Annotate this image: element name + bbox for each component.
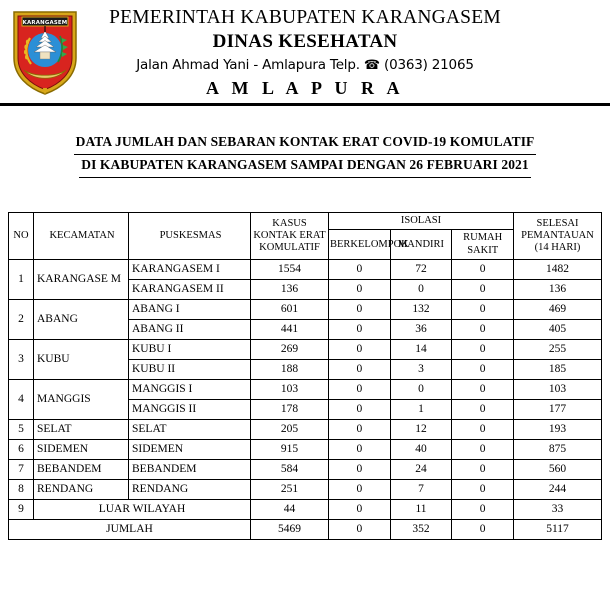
cell-selesai: 255 <box>514 340 602 360</box>
cell-berkelompok: 0 <box>329 380 391 400</box>
table-row <box>9 340 602 360</box>
cell-mandiri: 36 <box>390 320 452 340</box>
table-row <box>9 420 602 440</box>
cell-puskesmas: KUBU I <box>129 340 251 360</box>
cell-mandiri: 3 <box>390 360 452 380</box>
cell-mandiri: 40 <box>390 440 452 460</box>
cell-berkelompok: 0 <box>329 280 391 300</box>
telephone-icon: ☎ <box>363 58 380 74</box>
cell-berkelompok: 0 <box>329 260 391 280</box>
cell-selesai: 136 <box>514 280 602 300</box>
cell-puskesmas: MANGGIS II <box>129 400 251 420</box>
table-row <box>9 300 602 320</box>
cell-puskesmas: BEBANDEM <box>129 460 251 480</box>
table-header-row-1 <box>9 213 602 230</box>
cell-puskesmas: MANGGIS I <box>129 380 251 400</box>
cell-berkelompok: 0 <box>329 360 391 380</box>
cell-puskesmas: SELAT <box>129 420 251 440</box>
cell-selesai: 103 <box>514 380 602 400</box>
cell-selesai: 185 <box>514 360 602 380</box>
report-title <box>0 132 610 178</box>
cell-berkelompok: 0 <box>329 500 391 520</box>
cell-berkelompok: 0 <box>329 300 391 320</box>
cell-kasus: 178 <box>251 400 329 420</box>
city-name: A M L A P U R A <box>205 77 405 98</box>
report-title-line-2: DI KABUPATEN KARANGASEM SAMPAI DENGAN 26 FEBRUARI 2021 <box>79 155 531 178</box>
table-row <box>9 440 602 460</box>
cell-kasus: 188 <box>251 360 329 380</box>
table-row <box>9 380 602 400</box>
cell-no: 3 <box>9 340 34 380</box>
cell-puskesmas: ABANG II <box>129 320 251 340</box>
cell-puskesmas: KARANGASEM II <box>129 280 251 300</box>
cell-selesai: 469 <box>514 300 602 320</box>
cell-puskesmas: ABANG I <box>129 300 251 320</box>
column-header-isolasi: ISOLASI <box>329 213 514 230</box>
cell-total-mandiri: 352 <box>390 520 452 540</box>
cell-berkelompok: 0 <box>329 460 391 480</box>
table-row-luar-wilayah <box>9 500 602 520</box>
cell-no: 5 <box>9 420 34 440</box>
table-row <box>9 480 602 500</box>
cell-no: 6 <box>9 440 34 460</box>
cell-mandiri: 24 <box>390 460 452 480</box>
cell-total-selesai: 5117 <box>514 520 602 540</box>
cell-selesai: 560 <box>514 460 602 480</box>
cell-rumah-sakit: 0 <box>452 480 514 500</box>
cell-kecamatan: KUBU <box>34 340 129 380</box>
cell-kecamatan: KARANGASE M <box>34 260 129 300</box>
cell-rumah-sakit: 0 <box>452 320 514 340</box>
cell-kasus: 269 <box>251 340 329 360</box>
cell-selesai: 193 <box>514 420 602 440</box>
cell-berkelompok: 0 <box>329 420 391 440</box>
cell-rumah-sakit: 0 <box>452 360 514 380</box>
phone-number: (0363) 21065 <box>384 57 474 74</box>
cell-no: 2 <box>9 300 34 340</box>
table-header <box>9 213 602 260</box>
cell-mandiri: 14 <box>390 340 452 360</box>
cell-puskesmas: KARANGASEM I <box>129 260 251 280</box>
cell-kasus: 601 <box>251 300 329 320</box>
column-header-mandiri: MANDIRI <box>390 230 452 260</box>
cell-total-label: JUMLAH <box>9 520 251 540</box>
cell-rumah-sakit: 0 <box>452 420 514 440</box>
cell-mandiri: 132 <box>390 300 452 320</box>
cell-kecamatan: BEBANDEM <box>34 460 129 480</box>
cell-no: 1 <box>9 260 34 300</box>
cell-berkelompok: 0 <box>329 320 391 340</box>
cell-kasus: 44 <box>251 500 329 520</box>
svg-text:KARANGASEM: KARANGASEM <box>22 20 68 27</box>
cell-mandiri: 72 <box>390 260 452 280</box>
column-header-no: NO <box>9 213 34 260</box>
cell-rumah-sakit: 0 <box>452 260 514 280</box>
cell-mandiri: 11 <box>390 500 452 520</box>
cell-kasus: 915 <box>251 440 329 460</box>
cell-kasus: 584 <box>251 460 329 480</box>
cell-total-berkelompok: 0 <box>329 520 391 540</box>
report-title-line-1: DATA JUMLAH DAN SEBARAN KONTAK ERAT COVID-19 KOMULATIF <box>74 132 537 155</box>
cell-berkelompok: 0 <box>329 340 391 360</box>
cell-no: 7 <box>9 460 34 480</box>
cell-kasus: 1554 <box>251 260 329 280</box>
cell-selesai: 405 <box>514 320 602 340</box>
header-divider-rule <box>0 103 610 106</box>
cell-kecamatan: MANGGIS <box>34 380 129 420</box>
cell-rumah-sakit: 0 <box>452 500 514 520</box>
government-title: PEMERINTAH KABUPATEN KARANGASEM <box>109 7 501 28</box>
cell-kasus: 251 <box>251 480 329 500</box>
column-header-puskesmas: PUSKESMAS <box>129 213 251 260</box>
cell-no: 4 <box>9 380 34 420</box>
cell-puskesmas: RENDANG <box>129 480 251 500</box>
cell-kasus: 441 <box>251 320 329 340</box>
cell-mandiri: 7 <box>390 480 452 500</box>
cell-rumah-sakit: 0 <box>452 280 514 300</box>
cell-kasus: 103 <box>251 380 329 400</box>
cell-berkelompok: 0 <box>329 480 391 500</box>
table-row <box>9 260 602 280</box>
column-header-berkelompok: BERKELOMPOK <box>329 230 391 260</box>
cell-mandiri: 0 <box>390 380 452 400</box>
address-text: Jalan Ahmad Yani - Amlapura Telp. <box>136 57 360 74</box>
cell-puskesmas: KUBU II <box>129 360 251 380</box>
cell-no: 8 <box>9 480 34 500</box>
cell-rumah-sakit: 0 <box>452 400 514 420</box>
letterhead <box>0 0 610 106</box>
cell-rumah-sakit: 0 <box>452 380 514 400</box>
cell-selesai: 875 <box>514 440 602 460</box>
cell-kasus: 136 <box>251 280 329 300</box>
cell-rumah-sakit: 0 <box>452 460 514 480</box>
table-body <box>9 260 602 540</box>
cell-kecamatan: ABANG <box>34 300 129 340</box>
table-row <box>9 460 602 480</box>
cell-selesai: 244 <box>514 480 602 500</box>
cell-kecamatan: RENDANG <box>34 480 129 500</box>
cell-berkelompok: 0 <box>329 440 391 460</box>
column-header-kecamatan: KECAMATAN <box>34 213 129 260</box>
cell-rumah-sakit: 0 <box>452 340 514 360</box>
column-header-selesai-pemantauan: SELESAI PEMANTAUAN (14 HARI) <box>514 213 602 260</box>
cell-berkelompok: 0 <box>329 400 391 420</box>
contact-tracing-table <box>8 212 602 540</box>
cell-kasus: 205 <box>251 420 329 440</box>
cell-mandiri: 1 <box>390 400 452 420</box>
column-header-rumah-sakit: RUMAH SAKIT <box>452 230 514 260</box>
contact-tracing-table-container <box>8 212 602 540</box>
cell-rumah-sakit: 0 <box>452 440 514 460</box>
cell-total-rumah-sakit: 0 <box>452 520 514 540</box>
karangasem-coat-of-arms-logo <box>10 8 80 96</box>
table-row-total <box>9 520 602 540</box>
cell-mandiri: 0 <box>390 280 452 300</box>
cell-rumah-sakit: 0 <box>452 300 514 320</box>
cell-kecamatan: SELAT <box>34 420 129 440</box>
department-title: DINAS KESEHATAN <box>212 31 398 53</box>
column-header-kasus-kontak-erat-komulatif: KASUS KONTAK ERAT KOMULATIF <box>251 213 329 260</box>
cell-mandiri: 12 <box>390 420 452 440</box>
cell-luar-wilayah-label: LUAR WILAYAH <box>34 500 251 520</box>
cell-selesai: 33 <box>514 500 602 520</box>
cell-no: 9 <box>9 500 34 520</box>
cell-puskesmas: SIDEMEN <box>129 440 251 460</box>
cell-kecamatan: SIDEMEN <box>34 440 129 460</box>
cell-total-kasus: 5469 <box>251 520 329 540</box>
address-line <box>0 55 610 76</box>
cell-selesai: 177 <box>514 400 602 420</box>
cell-selesai: 1482 <box>514 260 602 280</box>
